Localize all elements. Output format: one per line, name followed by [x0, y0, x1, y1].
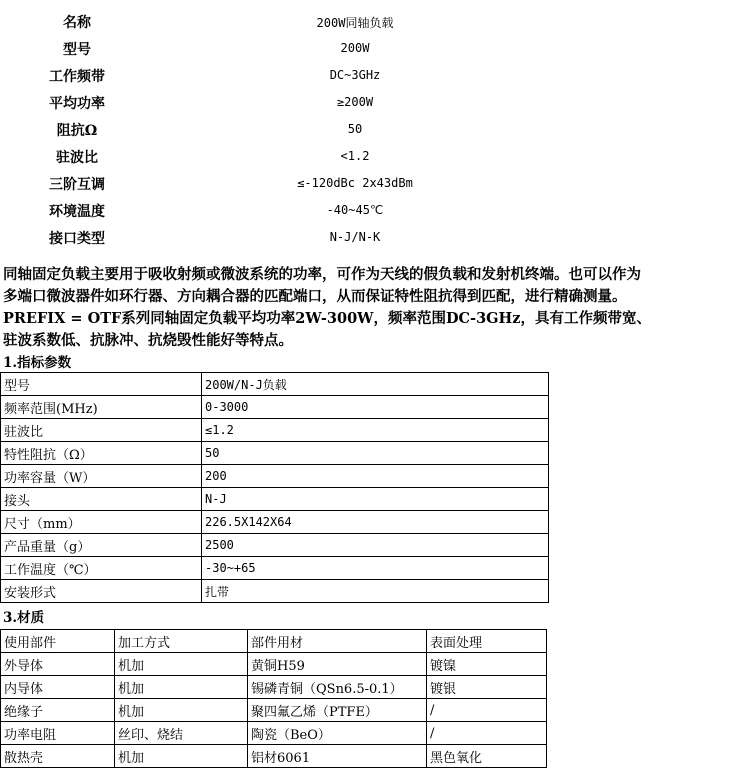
table-cell: 锡磷青铜（QSn6.5-0.1） — [248, 676, 427, 699]
column-header: 使用部件 — [1, 630, 115, 653]
table-cell: 频率范围(MHz) — [1, 396, 202, 419]
spec-row — [0, 170, 720, 197]
spec-value: DC~3GHz — [329, 68, 381, 82]
table-cell: 接头 — [1, 488, 202, 511]
table-row — [1, 580, 549, 603]
table-cell: 机加 — [115, 699, 248, 722]
spec-label: 型号 — [63, 42, 91, 58]
spec-value: ≤-120dBc 2x43dBm — [297, 176, 413, 190]
table-row — [1, 557, 549, 580]
table-cell: 驻波比 — [1, 419, 202, 442]
table-cell: 2500 — [202, 534, 549, 557]
spec-label: 三阶互调 — [49, 177, 105, 193]
table-cell: 镀银 — [427, 676, 547, 699]
table-row — [1, 676, 547, 699]
table-row — [1, 745, 547, 768]
table-cell: 200W/N-J负载 — [202, 373, 549, 396]
table-cell: 陶瓷（BeO） — [248, 722, 427, 745]
table-cell: 特性阻抗（Ω） — [1, 442, 202, 465]
table-cell: 200 — [202, 465, 549, 488]
spec-value: <1.2 — [340, 149, 370, 163]
table-row — [1, 465, 549, 488]
spec-row — [0, 8, 720, 35]
table-row — [1, 699, 547, 722]
table-cell: 内导体 — [1, 676, 115, 699]
spec-row — [0, 143, 720, 170]
spec-row — [0, 116, 720, 143]
table-row — [1, 396, 549, 419]
spec-value: 200W — [340, 41, 370, 55]
table-cell: 机加 — [115, 653, 248, 676]
table-cell: 50 — [202, 442, 549, 465]
table-cell: 安装形式 — [1, 580, 202, 603]
table-cell: 外导体 — [1, 653, 115, 676]
intro-paragraph: 同轴固定负载主要用于吸收射频或微波系统的功率，可作为天线的假负载和发射机终端。也可以作为多端口微波器件如环行器、方向耦合器的匹配端口，从而保证特性阻抗得到匹配，进行精确测量。PREFIX = OTF系列同轴固定负载平均功率2W-300W，频率范围DC-3GHz，具有工作频带宽、驻波系数低、抗脉冲、抗烧毁性能好等特点。 — [3, 266, 651, 349]
table-cell: 黄铜H59 — [248, 653, 427, 676]
table-cell: 功率电阻 — [1, 722, 115, 745]
table-cell: 散热壳 — [1, 745, 115, 768]
section-heading-materials: 3.材质 — [3, 610, 45, 626]
column-header: 加工方式 — [115, 630, 248, 653]
table-cell: 绝缘子 — [1, 699, 115, 722]
table-cell: 黑色氧化 — [427, 745, 547, 768]
table-row — [1, 534, 549, 557]
spec-label: 平均功率 — [49, 96, 105, 112]
section-heading-parameters: 1.指标参数 — [3, 355, 72, 371]
table-cell: 功率容量（W） — [1, 465, 202, 488]
spec-summary — [0, 8, 720, 251]
table-cell: 226.5X142X64 — [202, 511, 549, 534]
table-row — [1, 442, 549, 465]
table-row — [1, 488, 549, 511]
table-cell: -30~+65 — [202, 557, 549, 580]
spec-label: 工作频带 — [49, 69, 105, 85]
table-cell: 型号 — [1, 373, 202, 396]
table-cell: 机加 — [115, 676, 248, 699]
spec-value: 50 — [347, 122, 363, 136]
table-header-row — [1, 630, 547, 653]
table-cell: 聚四氟乙烯（PTFE） — [248, 699, 427, 722]
spec-label: 名称 — [63, 15, 91, 31]
spec-label: 阻抗Ω — [56, 123, 98, 139]
spec-value: ≥200W — [336, 95, 374, 109]
table-row — [1, 373, 549, 396]
table-cell: / — [427, 699, 547, 722]
parameters-table — [0, 372, 549, 603]
table-cell: 扎带 — [202, 580, 549, 603]
table-cell: 产品重量（g） — [1, 534, 202, 557]
spec-label: 环境温度 — [49, 204, 105, 220]
table-cell: 机加 — [115, 745, 248, 768]
spec-label: 驻波比 — [56, 150, 98, 166]
table-row — [1, 511, 549, 534]
table-cell: 0-3000 — [202, 396, 549, 419]
spec-row — [0, 224, 720, 251]
spec-label: 接口类型 — [49, 231, 105, 247]
table-row — [1, 722, 547, 745]
table-cell: 铝材6061 — [248, 745, 427, 768]
table-cell: 镀镍 — [427, 653, 547, 676]
spec-row — [0, 197, 720, 224]
table-cell: 工作温度（℃） — [1, 557, 202, 580]
spec-row — [0, 89, 720, 116]
column-header: 表面处理 — [427, 630, 547, 653]
table-cell: N-J — [202, 488, 549, 511]
table-row — [1, 653, 547, 676]
materials-table — [0, 629, 547, 768]
column-header: 部件用材 — [248, 630, 427, 653]
table-cell: 丝印、烧结 — [115, 722, 248, 745]
spec-row — [0, 62, 720, 89]
spec-value: -40~45℃ — [326, 203, 384, 217]
table-cell: ≤1.2 — [202, 419, 549, 442]
table-cell: 尺寸（mm） — [1, 511, 202, 534]
spec-value: N-J/N-K — [329, 230, 381, 244]
spec-row — [0, 35, 720, 62]
table-row — [1, 419, 549, 442]
spec-value: 200W同轴负载 — [316, 16, 394, 30]
table-cell: / — [427, 722, 547, 745]
